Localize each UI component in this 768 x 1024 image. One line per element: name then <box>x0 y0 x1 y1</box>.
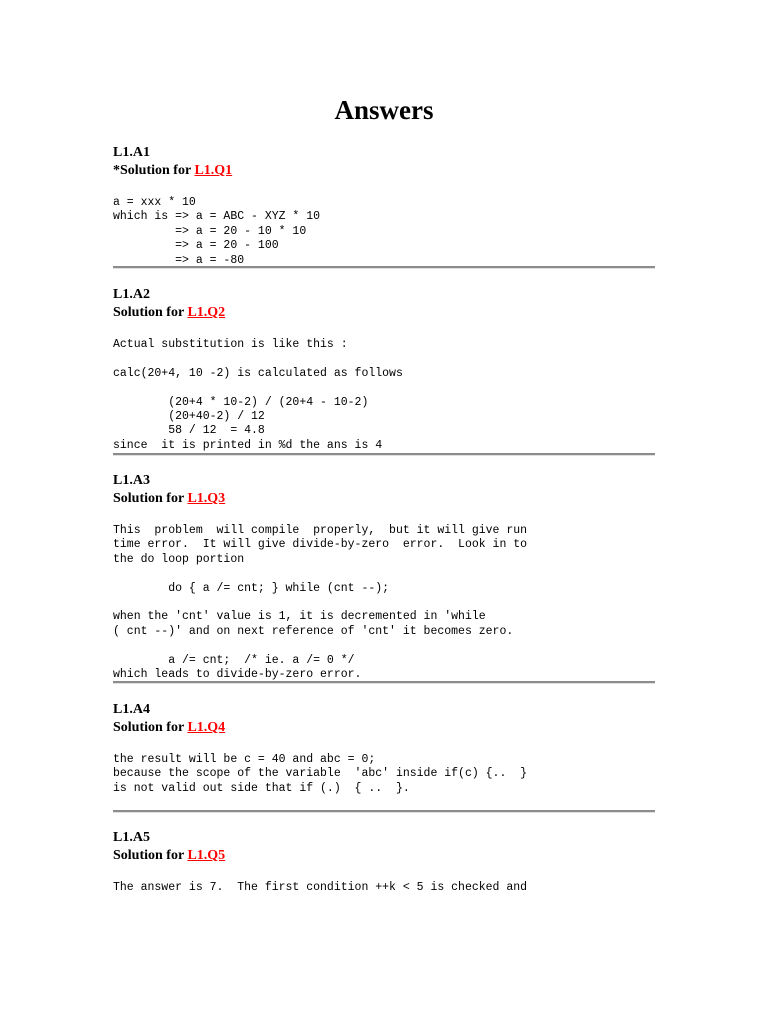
section-divider <box>113 681 655 684</box>
answer-section-l1-a4 <box>113 701 655 796</box>
answer-code-block: This problem will compile properly, but it will give run time error. It will give divide-by-zero error. Look in to the do loop portion do { a /= cnt; } while (cnt --); when the 'cnt' value is 1, it is decremented in 'while ( cnt --)' and on next reference of 'cnt' it becomes zero. a /= cnt; /* ie. a /= 0 */ which leads to divide-by-zero error. <box>113 524 528 682</box>
solution-label: Solution for <box>113 848 188 863</box>
answer-section-l1-a2 <box>113 286 655 453</box>
answer-code-block: a = xxx * 10 which is => a = ABC - XYZ * 10 => a = 20 - 10 * 10 => a = 20 - 100 => a = -80 <box>113 196 321 267</box>
answer-heading: L1.A1 <box>113 145 150 160</box>
question-link-l1-q1[interactable]: L1.Q1 <box>194 163 233 178</box>
answer-heading: L1.A5 <box>113 830 150 845</box>
answer-section-l1-a3 <box>113 472 655 682</box>
answer-heading: L1.A4 <box>113 702 150 717</box>
question-link-l1-q3[interactable]: L1.Q3 <box>187 491 226 506</box>
section-divider <box>113 453 655 456</box>
answer-section-l1-a5 <box>113 829 655 895</box>
answer-code-block: The answer is 7. The first condition ++k < 5 is checked and <box>113 881 528 894</box>
solution-line <box>113 847 655 865</box>
question-link-l1-q4[interactable]: L1.Q4 <box>187 720 226 735</box>
page-title: Answers <box>334 95 434 125</box>
solution-line <box>113 304 655 322</box>
solution-label: Solution for <box>113 720 188 735</box>
answer-code-block: the result will be c = 40 and abc = 0; because the scope of the variable 'abc' inside if(c) {.. } is not valid out side that if (.) { .. }. <box>113 753 528 795</box>
answer-heading: L1.A2 <box>113 287 150 302</box>
solution-line <box>113 490 655 508</box>
answer-section-l1-a1 <box>113 144 655 268</box>
answer-heading: L1.A3 <box>113 473 150 488</box>
section-divider <box>113 810 655 813</box>
solution-label: Solution for <box>113 491 188 506</box>
solution-line <box>113 719 655 737</box>
solution-label: *Solution for <box>113 163 195 178</box>
question-link-l1-q2[interactable]: L1.Q2 <box>187 305 226 320</box>
answer-code-block: Actual substitution is like this : calc(20+4, 10 -2) is calculated as follows (20+4 * 10-2) / (20+4 - 10-2) (20+40-2) / 12 58 / 12 = 4.8 since it is printed in %d the ans is 4 <box>113 338 403 452</box>
section-divider <box>113 266 655 269</box>
question-link-l1-q5[interactable]: L1.Q5 <box>187 848 226 863</box>
solution-label: Solution for <box>113 305 188 320</box>
solution-line <box>113 162 655 180</box>
